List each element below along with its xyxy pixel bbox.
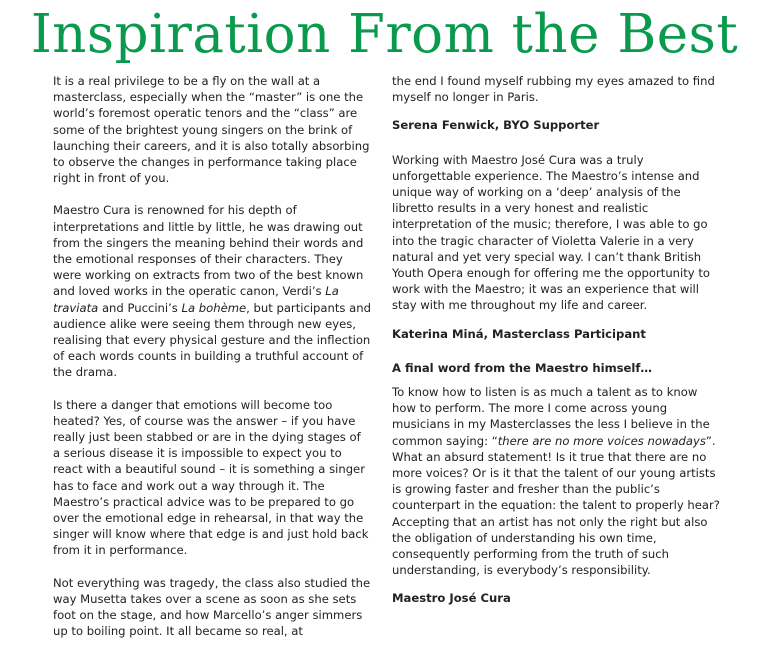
text-run: ”. What an absurd statement! Is it true that there are no more voices? Or is it that the talent of our young artists is growing faster and fresher than the public’s counterpart in the equation: the talent to properly hear? Accepting that an artist has not only the right but also the obligation of understanding his own time, consequently performing from the truth of such understanding, is everybody’s responsibility.: [392, 433, 720, 578]
paragraph-interpretations: [53, 202, 371, 380]
page-title: Inspiration From the Best: [30, 4, 739, 65]
text-run: Maestro Cura is renowned for his depth of interpretations and little by little, he was drawing out from the singers the meaning behind their words and the emotional responses of their characters. They were working on extracts from two of the best known and loved works in the operatic canon, Verdi’s: [53, 203, 364, 299]
text-run: To know how to listen is as much a talent as to know how to perform. The more I come across young musicians in my Masterclasses the less I believe in the common saying: “: [392, 385, 710, 448]
paragraph-maestro-statement: [392, 384, 722, 578]
paragraph-continuation: the end I found myself rubbing my eyes amazed to find myself no longer in Paris.: [392, 74, 715, 105]
paragraph-katerina-testimonial: Working with Maestro José Cura was a truly unforgettable experience. The Maestro’s intense and unique way of working on a ‘deep’ analysis of the libretto results in a very honest and realistic interpretation of the music; therefore, I was able to go into the tragic character of Violetta Valerie in a very natural and yet very special way. I can’t thank British Youth Opera enough for offering me the opportunity to work with the Maestro; it was an experience that will stay with me throughout my life and career.: [392, 152, 710, 313]
text-run: , but participants and audience alike were seeing them through new eyes, realising that every physical gesture and the inflection of each words counts in building a truthful account of the drama.: [53, 300, 371, 380]
signature-serena-fenwick: Serena Fenwick, BYO Supporter: [392, 118, 600, 133]
left-column: [53, 73, 371, 656]
section-heading-final-word: A final word from the Maestro himself…: [392, 360, 653, 375]
opera-title-boheme: La bohème: [181, 300, 247, 315]
paragraph-intro: It is a real privilege to be a fly on the wall at a masterclass, especially when the “master” is one the world’s foremost operatic tenors and the “class” are some of the brightest young singers on the brink of launching their careers, and it is also totally absorbing to observe the changes in performance taking place right in front of you.: [53, 74, 370, 186]
opera-title-traviata: La traviata: [53, 284, 339, 315]
text-run: and Puccini’s: [98, 300, 182, 315]
paragraph-tragedy: Not everything was tragedy, the class also studied the way Musetta takes over a scene as soon as she sets foot on the stage, and how Marcello’s anger simmers up to boiling point. It all became so real, at: [53, 575, 371, 639]
signature-jose-cura: Maestro José Cura: [392, 591, 511, 606]
right-column: [392, 73, 722, 625]
signature-katerina-mina: Katerina Miná, Masterclass Participant: [392, 326, 646, 341]
quoted-saying: there are no more voices nowadays: [497, 433, 706, 448]
paragraph-emotions: Is there a danger that emotions will become too heated? Yes, of course was the answer – if you have really just been stabbed or are in the dying stages of a serious disease it is impossible to expect you to react with a beautiful sound – it is something a singer has to face and work out a way through it. The Maestro’s practical advice was to be prepared to go over the emotional edge in rehearsal, in that way the singer will know where that edge is and just hold back from it in performance.: [53, 397, 369, 558]
